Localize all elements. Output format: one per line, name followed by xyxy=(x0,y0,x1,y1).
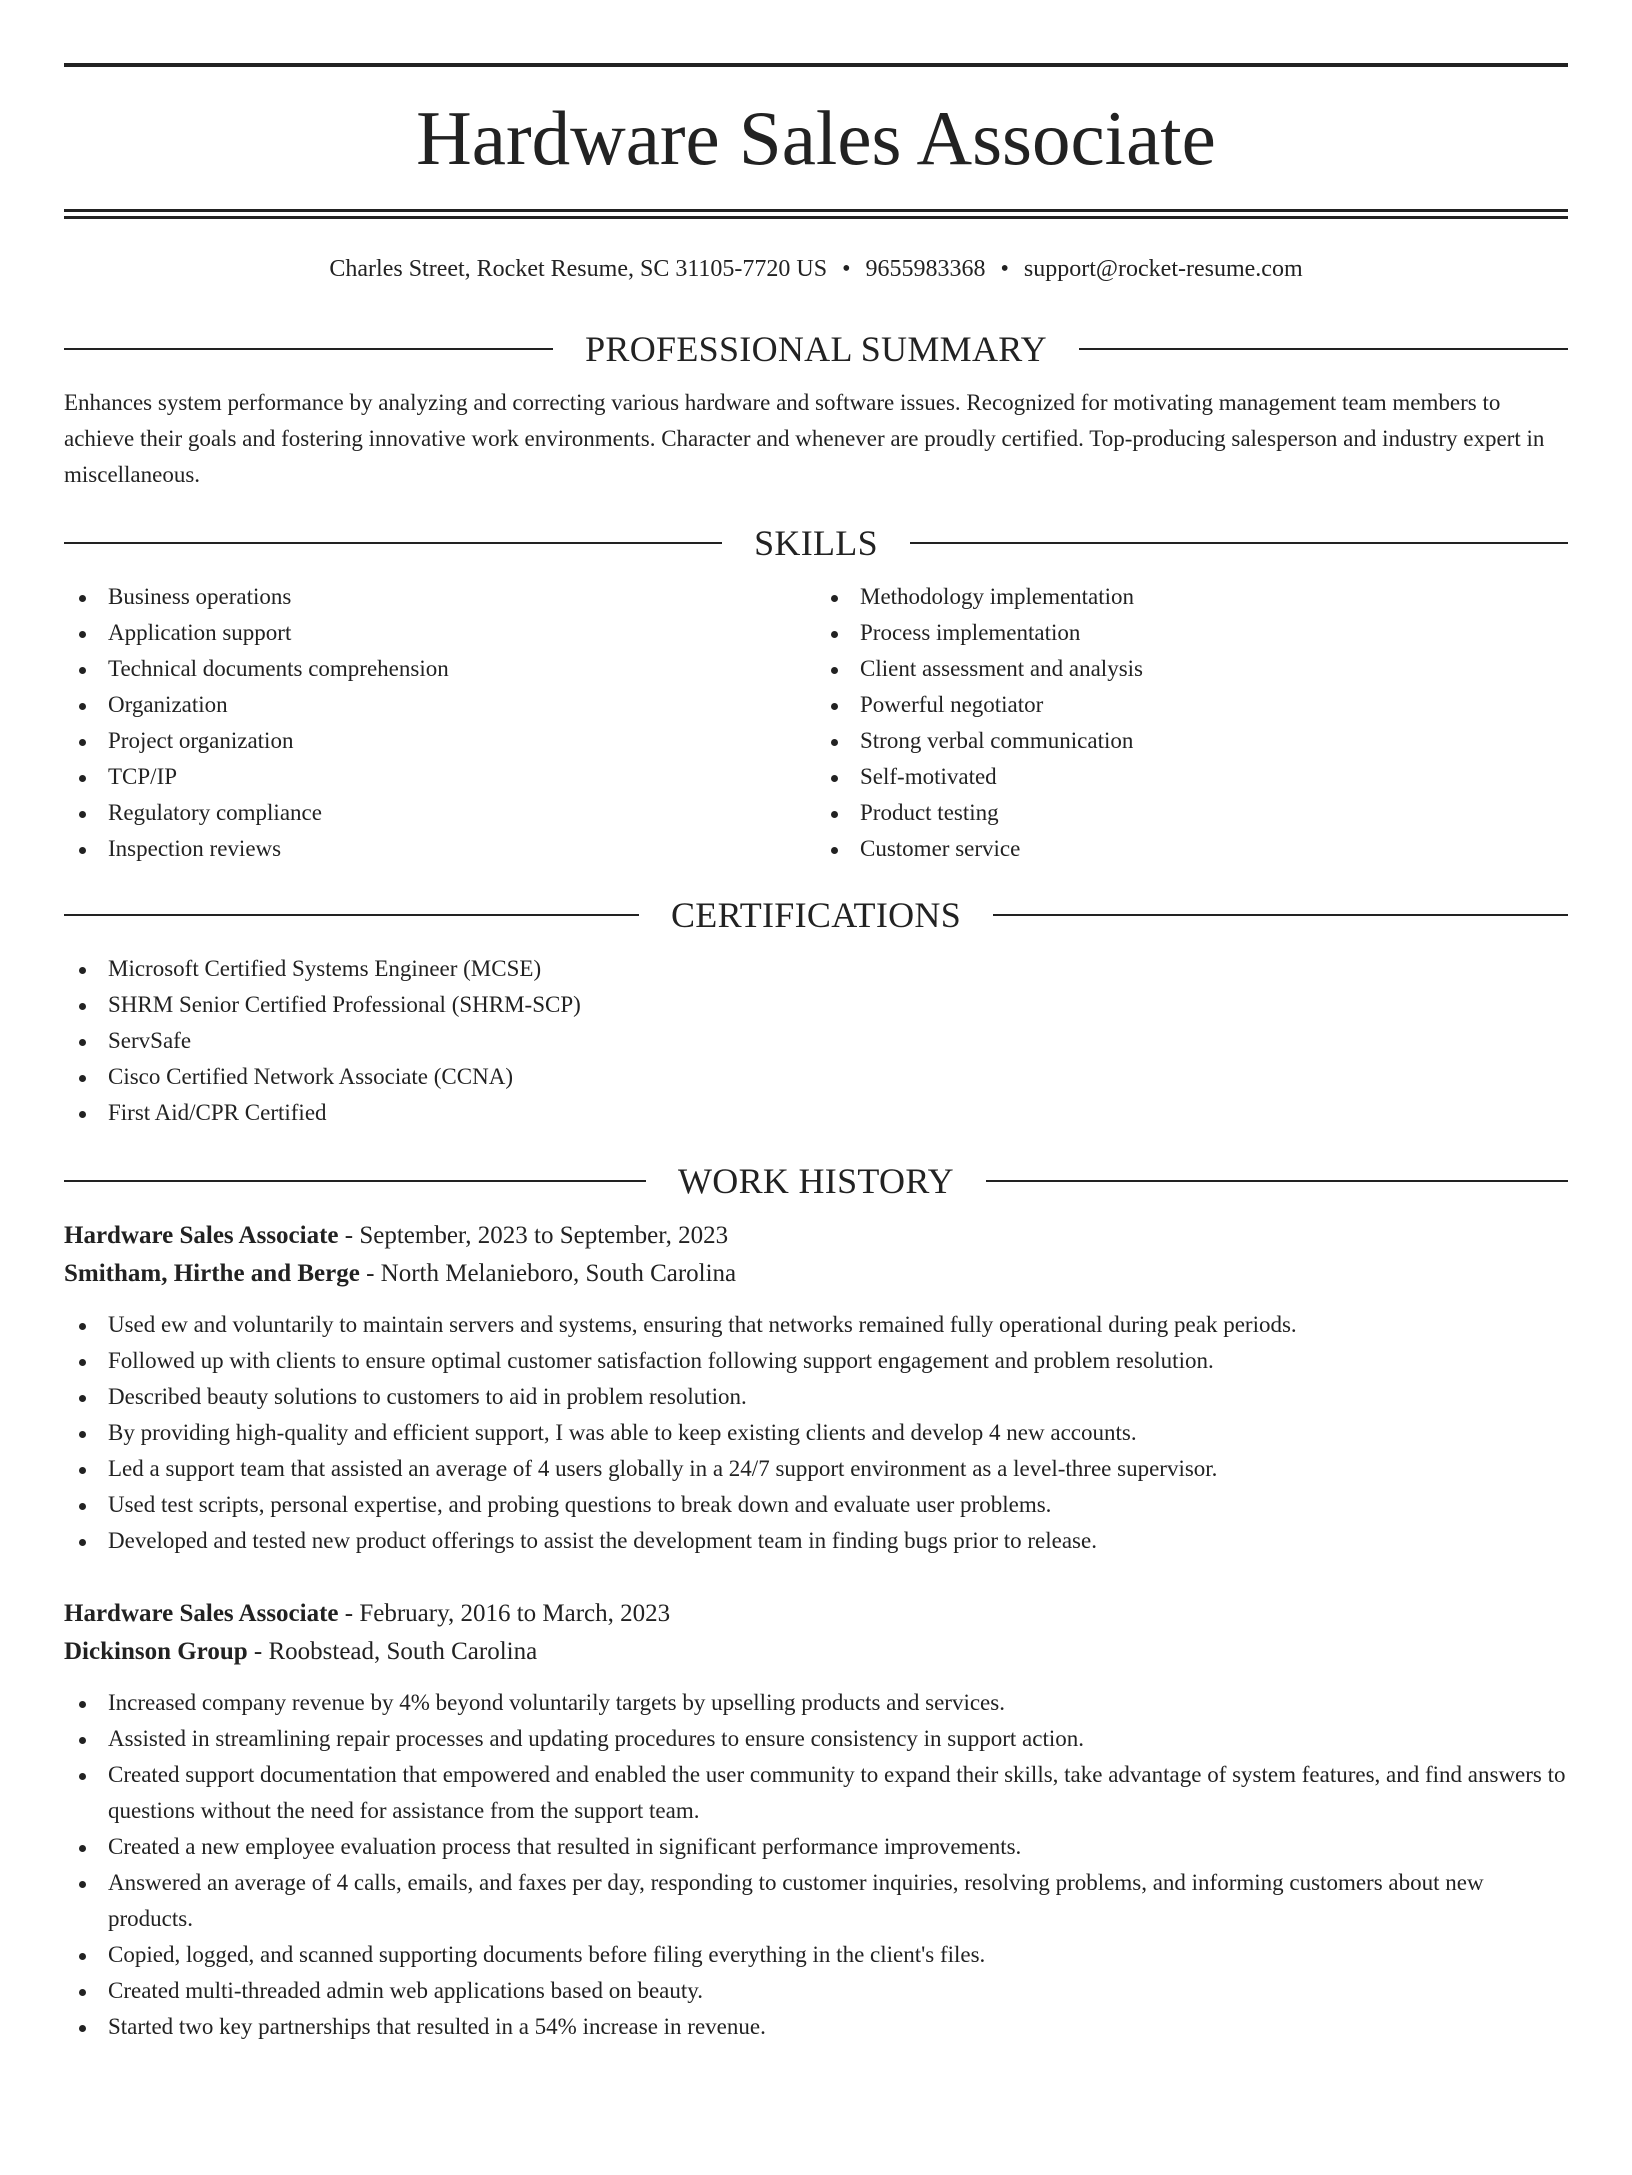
section-rule-left xyxy=(64,914,639,916)
job-bullet: Used test scripts, personal expertise, and probing questions to break down and evaluate user problems. xyxy=(64,1487,1568,1523)
job-bullet: Used ew and voluntarily to maintain servers and systems, ensuring that networks remained fully operational during peak periods. xyxy=(64,1307,1568,1343)
job-dates: - September, 2023 to September, 2023 xyxy=(338,1222,729,1249)
job-bullet: Created support documentation that empowered and enabled the user community to expand their skills, take advantage of system features, and find answers to questions without the need for assistance from the support team. xyxy=(64,1757,1568,1829)
section-rule-right xyxy=(993,914,1568,916)
skill-item: Application support xyxy=(64,615,816,651)
skill-item: TCP/IP xyxy=(64,759,816,795)
contact-phone: 9655983368 xyxy=(865,256,986,282)
job-bullet: Started two key partnerships that resulted in a 54% increase in revenue. xyxy=(64,2009,1568,2045)
job-bullet: By providing high-quality and efficient support, I was able to keep existing clients and develop 4 new accounts. xyxy=(64,1415,1568,1451)
job-bullets xyxy=(64,1685,1568,2045)
section-header-certifications xyxy=(64,897,1568,933)
contact-separator: • xyxy=(1000,256,1009,282)
summary-text: Enhances system performance by analyzing and correcting various hardware and software issues. Recognized for motivating management team members to achieve their goals and fostering innovative work environments. Character and whenever are proudly certified. Top-producing salesperson and industry expert in miscellaneous. xyxy=(64,390,1545,487)
job-location: - North Melanieboro, South Carolina xyxy=(359,1260,737,1287)
certifications-list xyxy=(64,951,1568,1131)
job-role-line xyxy=(64,1595,1568,1633)
job-bullet: Increased company revenue by 4% beyond voluntarily targets by upselling products and services. xyxy=(64,1685,1568,1721)
certification-item: First Aid/CPR Certified xyxy=(64,1095,1568,1131)
skill-item: Strong verbal communication xyxy=(816,723,1568,759)
job-bullet: Followed up with clients to ensure optimal customer satisfaction following support engagement and problem resolution. xyxy=(64,1343,1568,1379)
job-bullet: Described beauty solutions to customers to aid in problem resolution. xyxy=(64,1379,1568,1415)
section-header-skills xyxy=(64,525,1568,561)
skill-item: Client assessment and analysis xyxy=(816,651,1568,687)
certification-item: ServSafe xyxy=(64,1023,1568,1059)
skills-list-left xyxy=(64,579,816,867)
contact-email[interactable]: support@rocket-resume.com xyxy=(1023,256,1303,282)
job-entry xyxy=(64,1217,1568,1559)
contact-separator: • xyxy=(842,256,851,282)
job-company: Smitham, Hirthe and Berge xyxy=(64,1260,360,1287)
skill-item: Project organization xyxy=(64,723,816,759)
section-rule-left xyxy=(64,348,553,350)
contact-line xyxy=(64,257,1568,281)
section-header-work xyxy=(64,1163,1568,1199)
job-role-line xyxy=(64,1217,1568,1255)
skill-item: Powerful negotiator xyxy=(816,687,1568,723)
job-bullets xyxy=(64,1307,1568,1559)
section-title-skills: SKILLS xyxy=(754,523,878,563)
job-bullet: Led a support team that assisted an average of 4 users globally in a 24/7 support environment as a level-three supervisor. xyxy=(64,1451,1568,1487)
job-role: Hardware Sales Associate xyxy=(64,1600,339,1627)
title-double-rule xyxy=(64,209,1568,219)
job-bullet: Assisted in streamlining repair processes and updating procedures to ensure consistency in support action. xyxy=(64,1721,1568,1757)
job-bullet: Copied, logged, and scanned supporting documents before filing everything in the client's files. xyxy=(64,1937,1568,1973)
job-bullet: Developed and tested new product offerings to assist the development team in finding bugs prior to release. xyxy=(64,1523,1568,1559)
section-title-certifications: CERTIFICATIONS xyxy=(670,895,962,935)
job-role: Hardware Sales Associate xyxy=(64,1222,339,1249)
skill-item: Technical documents comprehension xyxy=(64,651,816,687)
certification-item: Cisco Certified Network Associate (CCNA) xyxy=(64,1059,1568,1095)
skill-item: Organization xyxy=(64,687,816,723)
section-header-summary xyxy=(64,331,1568,367)
section-title-work: WORK HISTORY xyxy=(678,1161,954,1201)
job-location: - Roobstead, South Carolina xyxy=(247,1638,538,1665)
job-entry xyxy=(64,1595,1568,2045)
certification-item: Microsoft Certified Systems Engineer (MCSE) xyxy=(64,951,1568,987)
section-rule-right xyxy=(986,1180,1568,1182)
certification-item: SHRM Senior Certified Professional (SHRM-SCP) xyxy=(64,987,1568,1023)
skill-item: Process implementation xyxy=(816,615,1568,651)
job-company-line xyxy=(64,1633,1568,1671)
resume-page xyxy=(0,63,1632,2175)
job-company-line xyxy=(64,1255,1568,1293)
skill-item: Methodology implementation xyxy=(816,579,1568,615)
skill-item: Self-motivated xyxy=(816,759,1568,795)
skill-item: Inspection reviews xyxy=(64,831,816,867)
job-bullet: Answered an average of 4 calls, emails, and faxes per day, responding to customer inquiries, resolving problems, and informing customers about new products. xyxy=(64,1865,1568,1937)
job-bullet: Created multi-threaded admin web applications based on beauty. xyxy=(64,1973,1568,2009)
skill-item: Regulatory compliance xyxy=(64,795,816,831)
section-rule-right xyxy=(1079,348,1568,350)
contact-address: Charles Street, Rocket Resume, SC 31105-7720 US xyxy=(329,256,828,282)
section-rule-left xyxy=(64,1180,646,1182)
section-rule-right xyxy=(910,542,1568,544)
skill-item: Product testing xyxy=(816,795,1568,831)
work-history-list xyxy=(64,1217,1568,2045)
skill-item: Business operations xyxy=(64,579,816,615)
job-company: Dickinson Group xyxy=(64,1638,248,1665)
section-rule-left xyxy=(64,542,722,544)
job-bullet: Created a new employee evaluation process that resulted in significant performance improvements. xyxy=(64,1829,1568,1865)
skill-item: Customer service xyxy=(816,831,1568,867)
skills-list-right xyxy=(816,579,1568,867)
resume-title: Hardware Sales Associate xyxy=(416,95,1216,181)
skills-grid xyxy=(64,579,1568,867)
job-dates: - February, 2016 to March, 2023 xyxy=(338,1600,671,1627)
section-title-summary: PROFESSIONAL SUMMARY xyxy=(585,329,1047,369)
